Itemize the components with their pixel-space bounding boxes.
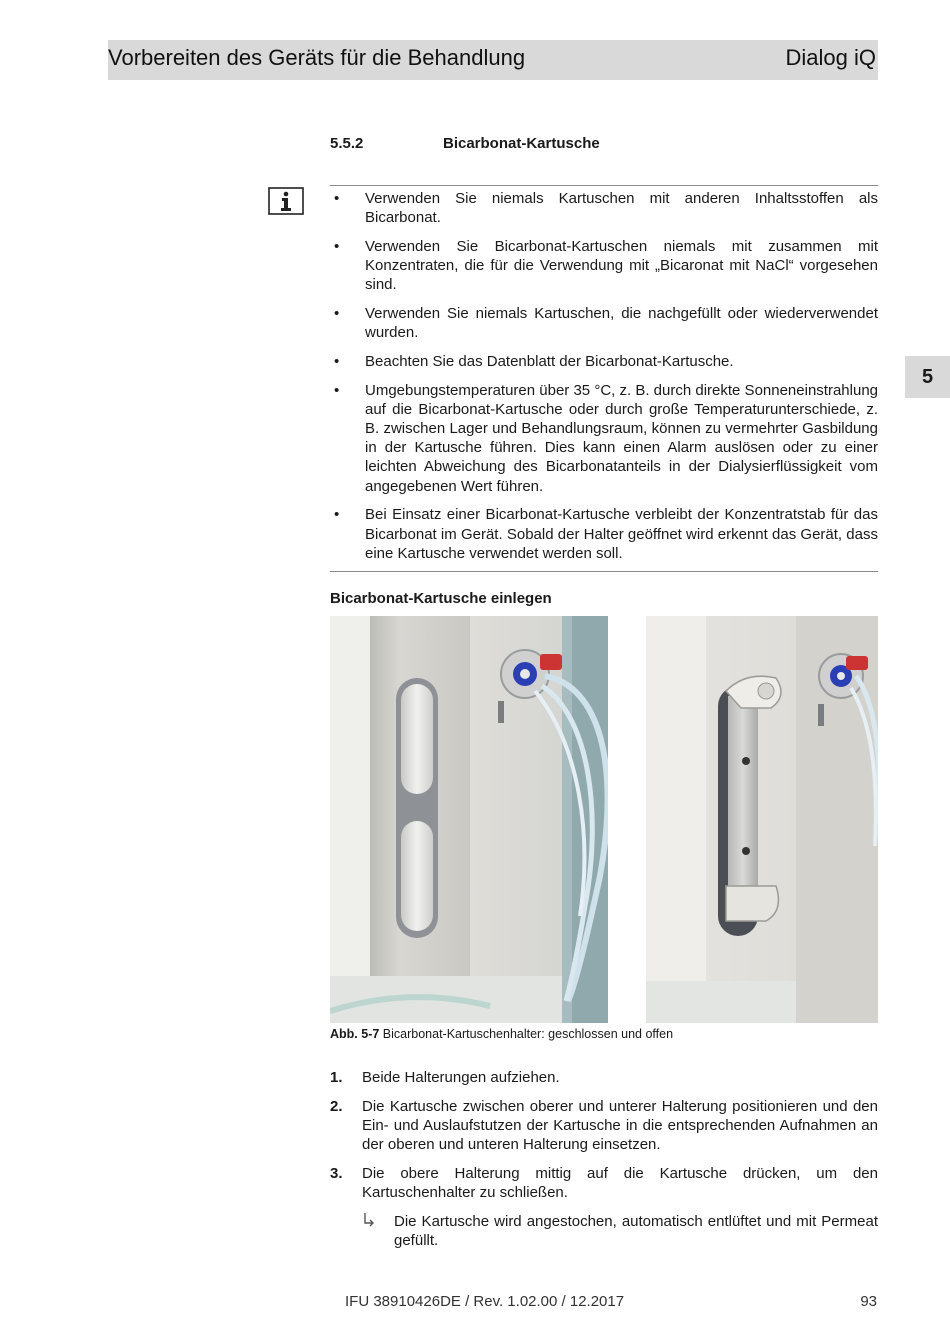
result-text: Die Kartusche wird angestochen, automatisch entlüftet und mit Permeat gefüllt.	[394, 1213, 878, 1250]
figure-caption-text: Bicarbonat-Kartuschenhalter: geschlossen und offen	[382, 1027, 674, 1041]
info-icon	[268, 187, 304, 215]
list-item: • Verwenden Sie niemals Kartuschen mit anderen Inhaltsstoffen als Bicarbonat.	[334, 190, 878, 227]
page-number: 93	[860, 1293, 877, 1310]
holder-open-photo	[646, 616, 878, 1023]
figure-label: Abb. 5-7	[330, 1027, 380, 1041]
subheading: Bicarbonat-Kartusche einlegen	[330, 590, 552, 607]
footer-document-id: IFU 38910426DE / Rev. 1.02.00 / 12.2017	[345, 1293, 625, 1310]
section-number: 5.5.2	[330, 135, 364, 152]
procedure-steps	[330, 1068, 878, 1212]
notes-bottom-rule	[330, 571, 878, 572]
figure-caption	[330, 1027, 673, 1041]
header-product-name: Dialog iQ	[785, 45, 876, 70]
holder-closed-photo	[330, 616, 608, 1023]
list-item: 1. Beide Halterungen aufziehen.	[330, 1069, 560, 1086]
page-header	[108, 40, 878, 80]
list-item: • Verwenden Sie niemals Kartuschen, die nachgefüllt oder wiederverwendet wurden.	[334, 305, 878, 342]
notes-top-rule	[330, 185, 878, 186]
list-item: 3. Die obere Halterung mittig auf die Kartusche drücken, um den Kartuschenhalter zu schließen.	[330, 1164, 878, 1202]
list-item: • Beachten Sie das Datenblatt der Bicarbonat-Kartusche.	[334, 352, 734, 370]
safety-notes-list	[330, 189, 878, 572]
chapter-tab: 5	[905, 356, 950, 398]
result-arrow-icon	[362, 1212, 376, 1233]
header-title: Vorbereiten des Geräts für die Behandlung	[108, 45, 526, 70]
list-item: • Bei Einsatz einer Bicarbonat-Kartusche verbleibt der Konzentratstab für das Bicarbonat im Gerät. Sobald der Halter geöffnet wird erkennt das Gerät, dass eine Kartusche verwendet werden soll.	[334, 506, 878, 562]
step-result	[362, 1212, 878, 1250]
list-item: • Umgebungstemperaturen über 35 °C, z. B. durch direkte Sonneneinstrahlung auf die Bicarbonat-Kartusche oder durch große Temperaturunterschiede, z. B. zwischen Lager und Behandlungsraum, können zu vermehrter Gasbildung in der Kartusche führen. Dies kann einen Alarm auslösen oder zu einer leichten Abweichung des Bicarbonatanteils in der Dialysierflüssigkeit vom angegebenen Wert führen.	[334, 381, 878, 495]
list-item: • Verwenden Sie Bicarbonat-Kartuschen niemals mit zusammen mit Konzentraten, die für die Verwendung mit „Bicaronat mit NaCl“ vorgesehen sind.	[334, 237, 878, 294]
list-item: 2. Die Kartusche zwischen oberer und unterer Halterung positionieren und den Ein- und Auslaufstutzen der Kartusche in die entsprechenden Aufnahmen an der oberen und unteren Halterung einsetzen.	[330, 1097, 878, 1154]
section-title: Bicarbonat-Kartusche	[443, 135, 600, 152]
